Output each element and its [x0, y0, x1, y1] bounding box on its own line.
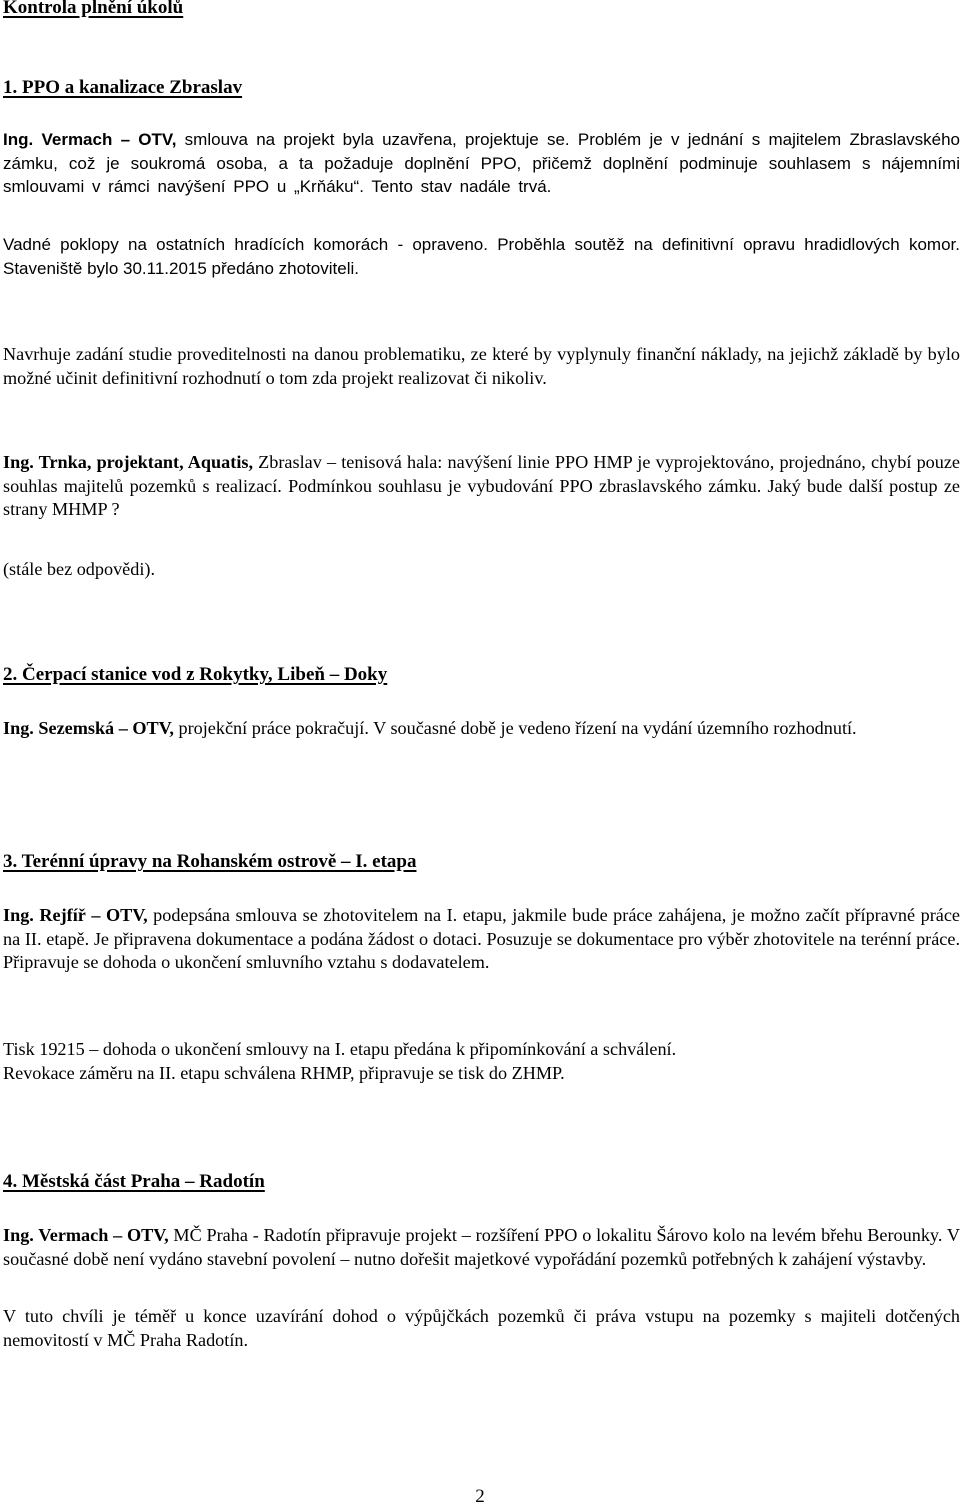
section-1-paragraph-2: Vadné poklopy na ostatních hradících komorách - opraveno. Proběhla soutěž na definitivní opravu hradidlových komor. Staveniště bylo 30.11.2015 předáno zhotoviteli.: [3, 235, 960, 278]
section-heading-1: 1. PPO a kanalizace Zbraslav: [3, 77, 243, 98]
section-3-author: Ing. Rejfíř – OTV,: [3, 905, 148, 925]
section-heading-4: 4. Městská část Praha – Radotín: [3, 1171, 265, 1192]
section-3-text: podepsána smlouva se zhotovitelem na I. etapu, jakmile bude práce zahájena, je možno začít přípravné práce na II. etapě. Je připravena dokumentace a podána žádost o dotaci. Posuzuje se dokumentace pro výběr zhotovitele na terénní práce. Připravuje se dohoda o ukončení smluvního vztahu s dodavatelem.: [3, 905, 960, 973]
section-3-line-1: Tisk 19215 – dohoda o ukončení smlouvy na I. etapu předána k připomínkování a schválení.: [3, 1039, 677, 1059]
section-1-paragraph-4: [3, 451, 960, 522]
section-heading-2: 2. Čerpací stanice vod z Rokytky, Libeň – Doky: [3, 664, 388, 685]
document-title: Kontrola plnění úkolů: [3, 0, 184, 18]
section-1-p4-text: Zbraslav – tenisová hala: navýšení linie PPO HMP je vyprojektováno, projednáno, chybí pouze souhlas majitelů pozemků s realizací. Podmínkou souhlasu je vybudování PPO zbraslavského zámku. Jaký bude další postup ze strany MHMP ?: [3, 452, 960, 520]
section-1-p4-author: Ing. Trnka, projektant, Aquatis,: [3, 452, 253, 472]
section-1-paragraph-5: (stále bez odpovědi).: [3, 559, 156, 579]
section-4-author: Ing. Vermach – OTV,: [3, 1225, 169, 1245]
section-3-paragraph-2: [3, 1038, 960, 1085]
section-4-paragraph-1: [3, 1224, 960, 1271]
section-2-paragraph-1: [3, 717, 960, 741]
page-number: 2: [475, 1486, 485, 1507]
section-3-line-2: Revokace záměru na II. etapu schválena RHMP, připravuje se tisk do ZHMP.: [3, 1062, 565, 1083]
section-1-author: Ing. Vermach – OTV,: [3, 130, 177, 149]
section-4-text: MČ Praha - Radotín připravuje projekt – rozšíření PPO o lokalitu Šárovo kolo na levém břehu Berounky. V současné době není vydáno stavební povolení – nutno dořešit majetkové vypořádání pozemků potřebných k zahájení výstavby.: [3, 1225, 960, 1269]
section-2-text: projekční práce pokračují. V současné době je vedeno řízení na vydání územního rozhodnutí.: [173, 718, 857, 738]
section-heading-3: 3. Terénní úpravy na Rohanském ostrově – I. etapa: [3, 851, 417, 872]
section-3-paragraph-1: [3, 904, 960, 975]
section-1-paragraph-3: Navrhuje zadání studie proveditelnosti na danou problematiku, ze které by vyplynuly finanční náklady, na jejichž základě by bylo možné učinit definitivní rozhodnutí o tom zda projekt realizovat či nikoliv.: [3, 344, 960, 388]
section-1-paragraph-1: [3, 128, 960, 199]
section-4-paragraph-2: V tuto chvíli je téměř u konce uzavírání dohod o výpůjčkách pozemků či práva vstupu na pozemky s majiteli dotčených nemovitostí v MČ Praha Radotín.: [3, 1306, 960, 1350]
section-1-text: smlouva na projekt byla uzavřena, projektuje se. Problém je v jednání s majitelem Zbraslavského zámku, což je soukromá osoba, a ta požaduje doplnění PPO, přičemž doplnění podminuje souhlasem s nájemními smlouvami v rámci navýšení PPO u „Krňáku“. Tento stav nadále trvá.: [3, 130, 960, 197]
section-2-author: Ing. Sezemská – OTV,: [3, 718, 174, 738]
